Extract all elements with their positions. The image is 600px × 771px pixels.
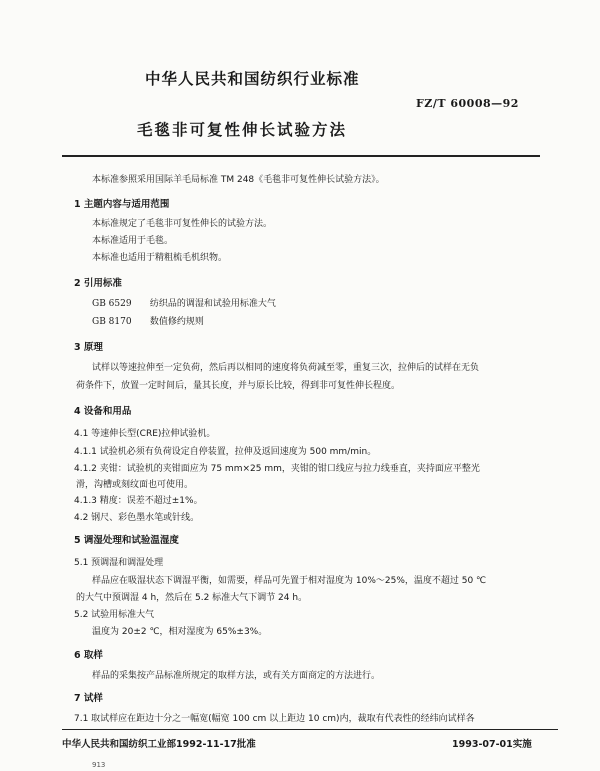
section-1-heading: 1 主题内容与适用范围 — [74, 199, 170, 210]
organization-title: 中华人民共和国纺织行业标准 — [145, 70, 360, 88]
section-5-item: 5.1 预调湿和调湿处理 — [74, 558, 164, 568]
standard-code: FZ/T 60008—92 — [416, 97, 519, 110]
section-1-line: 本标准适用于毛毯。 — [92, 236, 174, 246]
section-7-line: 7.1 取试样应在距边十分之一幅宽(幅宽 100 cm 以上距边 10 cm)内，裁取有代表性的经纬向试样各 — [74, 714, 475, 724]
section-4-heading: 4 设备和用品 — [74, 406, 132, 417]
section-4-item: 4.1.1 试验机必须有负荷设定自停装置，拉伸及返回速度为 500 mm/min。 — [74, 447, 377, 457]
reference-code: GB 8170 — [92, 317, 132, 327]
section-5-item: 样品应在吸湿状态下调湿平衡，如需要，样品可先置于相对湿度为 10%～25%，温度不超过 50 ℃ — [92, 576, 487, 586]
footer-divider — [62, 729, 558, 730]
section-6-line: 样品的采集按产品标准所规定的取样方法，或有关方面商定的方法进行。 — [92, 671, 381, 681]
effective-date: 1993-07-01实施 — [452, 739, 532, 750]
reference-title: 数值修约规则 — [149, 317, 204, 327]
section-5-item: 温度为 20±2 ℃，相对湿度为 65%±3%。 — [92, 627, 268, 637]
section-4-item: 4.1 等速伸长型(CRE)拉伸试验机。 — [74, 429, 216, 439]
approval-line: 中华人民共和国纺织工业部1992-11-17批准 — [62, 739, 256, 750]
document-title: 毛毯非可复性伸长试验方法 — [137, 121, 348, 139]
section-6-heading: 6 取样 — [74, 650, 103, 661]
section-5-item: 5.2 试验用标准大气 — [74, 610, 155, 620]
page-number: 913 — [92, 761, 106, 769]
section-4-item: 4.1.3 精度：误差不超过±1%。 — [74, 496, 203, 506]
section-3-line: 荷条件下，放置一定时间后，量其长度，并与原长比较，得到非可复性伸长程度。 — [76, 381, 401, 391]
intro-text: 本标准参照采用国际羊毛局标准 TM 248《毛毯非可复性伸长试验方法》。 — [92, 175, 385, 185]
section-5-item: 的大气中预调湿 4 h，然后在 5.2 标准大气下调节 24 h。 — [76, 593, 308, 603]
section-4-item: 4.2 钢尺、彩色墨水笔或针线。 — [74, 513, 200, 523]
section-4-item: 4.1.2 夹钳：试验机的夹钳面应为 75 mm×25 mm，夹钳的钳口线应与拉力线垂直，夹持面应平整光 — [74, 464, 480, 474]
reference-row — [92, 298, 276, 310]
section-1-line: 本标准规定了毛毯非可复性伸长的试验方法。 — [92, 219, 273, 229]
reference-title: 纺织品的调湿和试验用标准大气 — [149, 299, 276, 309]
section-7-heading: 7 试样 — [74, 693, 103, 704]
header-divider — [62, 155, 540, 157]
section-4-item: 滑，沟槽或刻纹面也可使用。 — [76, 480, 194, 490]
reference-code: GB 6529 — [92, 299, 132, 309]
section-5-heading: 5 调湿处理和试验温湿度 — [74, 535, 179, 546]
section-3-heading: 3 原理 — [74, 342, 103, 353]
section-3-line: 试样以等速拉伸至一定负荷，然后再以相同的速度将负荷减至零，重复三次，拉伸后的试样在无负 — [92, 363, 480, 373]
section-2-heading: 2 引用标准 — [74, 278, 122, 289]
section-1-line: 本标准也适用于精粗梳毛机织物。 — [92, 253, 228, 263]
reference-row — [92, 316, 204, 328]
